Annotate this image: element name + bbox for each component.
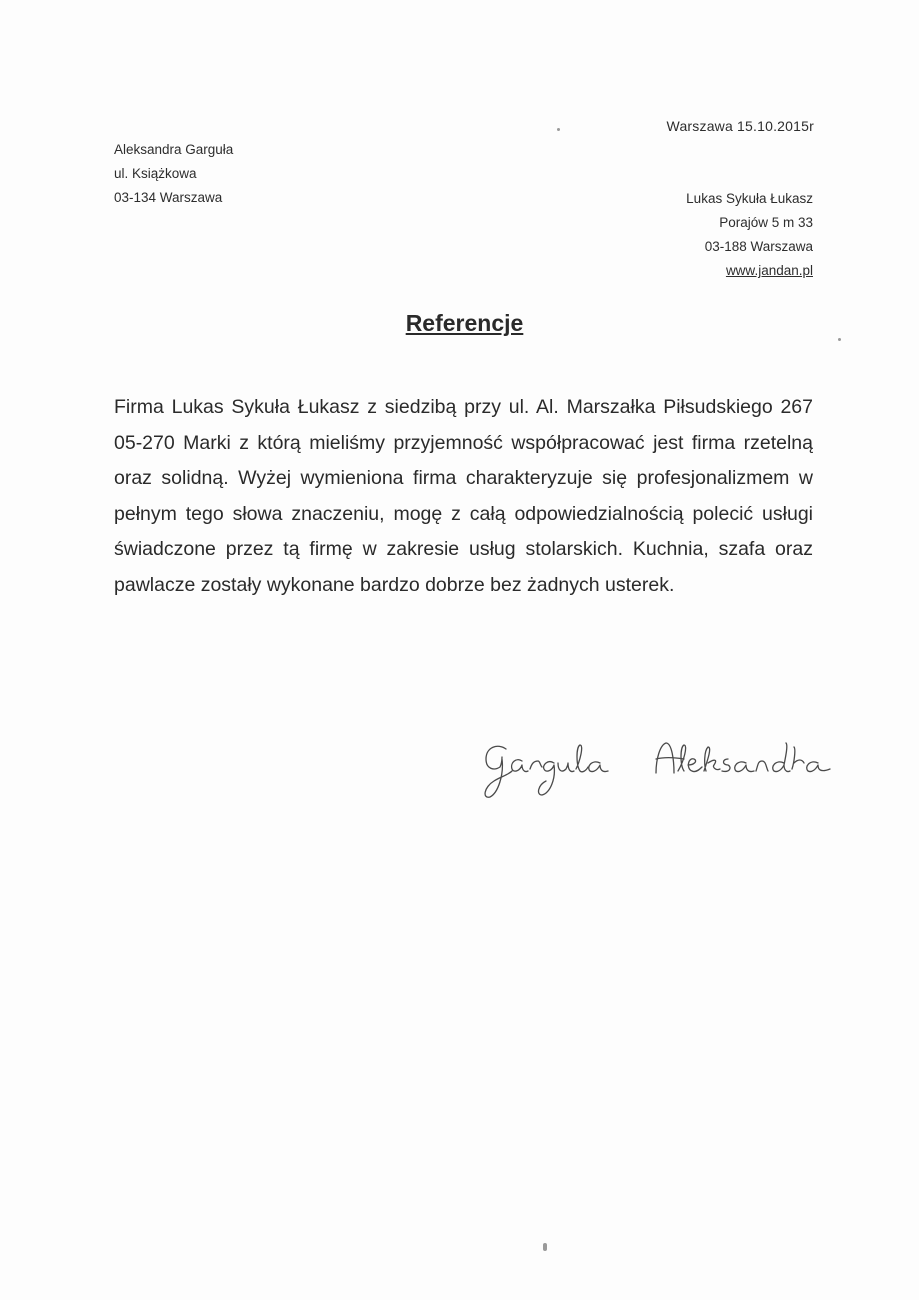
letter-date: Warszawa 15.10.2015r (666, 118, 814, 134)
recipient-name: Lukas Sykuła Łukasz (686, 191, 813, 206)
sender-address (114, 138, 233, 210)
scan-speck (543, 1243, 547, 1251)
sender-city: 03-134 Warszawa (114, 190, 223, 205)
recipient-street: Porajów 5 m 33 (719, 215, 813, 230)
recipient-address (686, 187, 813, 283)
sender-name: Aleksandra Garguła (114, 142, 234, 157)
recipient-website-link[interactable]: www.jandan.pl (725, 263, 813, 278)
handwritten-signature (478, 735, 848, 815)
recipient-city: 03-188 Warszawa (704, 239, 813, 254)
letter-body-paragraph: Firma Lukas Sykuła Łukasz z siedzibą przy ul. Al. Marszałka Piłsudskiego 267 05-270 Marki z którą mieliśmy przyjemność współpracować jest firma rzetelną oraz solidną. Wyżej wymieniona firma charakteryzuje się profesjonalizmem w pełnym tego słowa znaczeniu, mogę z całą odpowiedzialnością polecić usługi świadczone przez tą firmę w zakresie usług stolarskich. Kuchnia, szafa oraz pawlacze zostały wykonane bardzo dobrze bez żadnych usterek. (114, 396, 813, 596)
letter-title: Referencje (405, 310, 524, 336)
scan-speck (838, 338, 841, 341)
scan-speck (557, 128, 560, 131)
sender-street: ul. Książkowa (114, 166, 197, 181)
letter-body (114, 390, 813, 603)
